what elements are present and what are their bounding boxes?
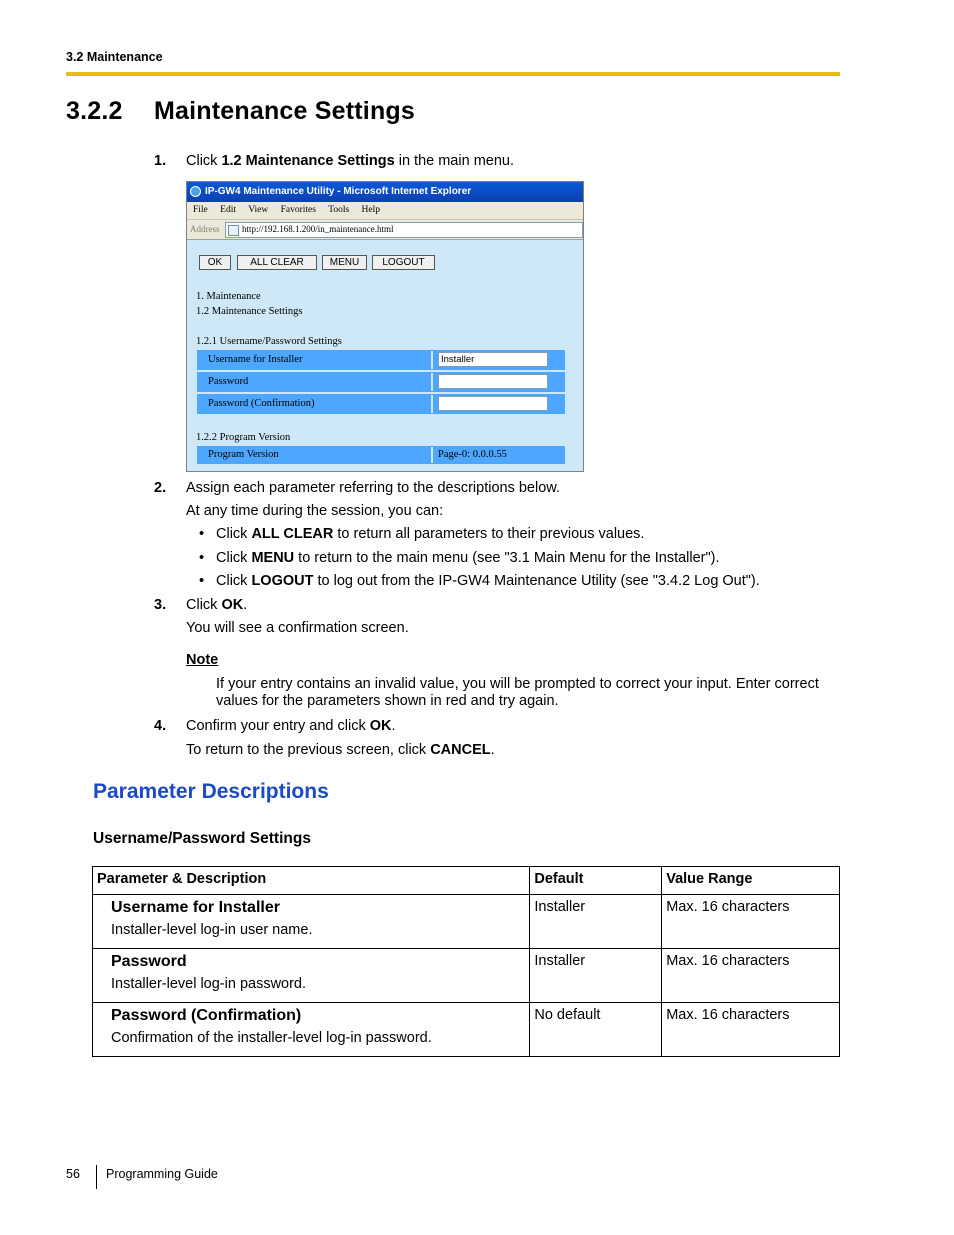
section-label: 3.2 Maintenance [66,50,163,64]
row-password [197,372,565,392]
bullet-2-bold: MENU [251,550,295,566]
param-name: Password (Confirmation) [111,1007,302,1024]
step-4-sub [186,742,495,759]
table-header-row [93,867,840,895]
browser-content [187,239,583,471]
address-label: Address [190,224,220,234]
ie-icon [190,186,201,197]
page-number: 56 [66,1167,80,1181]
page-icon [228,225,239,236]
menu-favorites[interactable]: Favorites [280,205,316,215]
step-1-pre: Click [186,153,222,169]
step-4-sub-bold: CANCEL [430,742,491,758]
param-range: Max. 16 characters [662,949,840,1003]
menu-button[interactable]: MENU [322,255,367,270]
step-1-post: in the main menu. [394,153,514,169]
note-text: If your entry contains an invalid value, you will be prompted to correct your input. Enter correct values for the parameters shown in red and try again. [216,676,819,709]
param-default: Installer [530,949,662,1003]
row-username [197,350,565,370]
step-3-text [186,597,247,614]
browser-title-bar [187,182,583,202]
footer-divider [96,1165,97,1189]
bullet-2-post: to return to the main menu (see "3.1 Main Menu for the Installer"). [294,550,720,566]
table-row [93,895,840,949]
step-1-number: 1. [154,153,167,169]
menu-view[interactable]: View [248,205,269,215]
menu-tools[interactable]: Tools [328,205,350,215]
address-bar [187,220,583,240]
bullet-dot: • [199,550,205,566]
bullet-all-clear [216,526,644,543]
note-label: Note [186,652,219,668]
header-rule [66,72,840,76]
param-cell [93,1003,530,1057]
bullet-2-pre: Click [216,550,252,566]
step-2-number: 2. [154,480,167,496]
step-3-number: 3. [154,597,167,613]
program-version-label: Program Version [198,447,433,463]
program-version-value: Page-0: 0.0.0.55 [438,449,507,460]
username-input[interactable] [438,352,548,367]
step-2-sub: At any time during the session, you can: [186,503,444,519]
section-program-version: 1.2.2 Program Version [196,432,291,443]
row-password-label: Password [198,373,433,391]
menu-edit[interactable]: Edit [220,205,236,215]
address-url: http://192.168.1.200/in_maintenance.html [242,224,394,234]
bullet-1-post: to return all parameters to their previous values. [333,526,645,542]
crumb-maintenance-settings: 1.2 Maintenance Settings [196,306,303,317]
bullet-3-bold: LOGOUT [251,573,314,589]
password-confirmation-input[interactable] [438,396,548,411]
param-cell [93,895,530,949]
table-row [93,949,840,1003]
param-desc: Confirmation of the installer-level log-in password. [111,1030,432,1046]
bullet-3-pre: Click [216,573,252,589]
parameter-descriptions-heading: Parameter Descriptions [93,780,329,803]
step-3-pre: Click [186,597,222,613]
table-row [93,1003,840,1057]
param-name: Password [111,953,187,970]
row-username-label: Username for Installer [198,351,433,369]
section-username-password: 1.2.1 Username/Password Settings [196,336,342,347]
column-header-parameter: Parameter & Description [93,867,530,895]
step-4-pre: Confirm your entry and click [186,718,370,734]
step-3-bold: OK [221,597,244,613]
footer-guide: Programming Guide [106,1167,218,1181]
step-4-text [186,718,396,735]
bullet-1-pre: Click [216,526,252,542]
row-password-confirmation [197,394,565,414]
column-header-range: Value Range [662,867,840,895]
heading-number: 3.2.2 [66,97,123,125]
param-cell [93,949,530,1003]
bullet-dot: • [199,526,205,542]
row-password-confirmation-label: Password (Confirmation) [198,395,433,413]
param-default: Installer [530,895,662,949]
step-4-post: . [391,718,396,734]
step-4-number: 4. [154,718,167,734]
step-4-sub-pre: To return to the previous screen, click [186,742,431,758]
step-1-bold: 1.2 Maintenance Settings [221,153,395,169]
step-2-text: Assign each parameter referring to the descriptions below. [186,480,560,496]
username-password-subheading: Username/Password Settings [93,830,311,847]
menu-help[interactable]: Help [361,205,381,215]
param-default: No default [530,1003,662,1057]
step-4-bold: OK [369,718,392,734]
column-header-default: Default [530,867,662,895]
bullet-dot: • [199,573,205,589]
bullet-logout [216,573,760,590]
param-desc: Installer-level log-in user name. [111,922,313,938]
heading-title: Maintenance Settings [154,97,415,125]
page-title [66,97,415,126]
browser-screenshot [186,181,584,472]
param-range: Max. 16 characters [662,1003,840,1057]
browser-menubar [187,202,583,220]
address-input[interactable] [225,222,583,238]
bullet-1-bold: ALL CLEAR [251,526,334,542]
browser-title: IP-GW4 Maintenance Utility - Microsoft Internet Explorer [205,186,472,197]
param-name: Username for Installer [111,899,280,916]
bullet-menu [216,550,720,567]
param-desc: Installer-level log-in password. [111,976,307,992]
step-3-sub: You will see a confirmation screen. [186,620,409,636]
menu-file[interactable]: File [193,205,208,215]
password-input[interactable] [438,374,548,389]
parameter-table [92,866,840,1057]
ok-button[interactable]: OK [199,255,231,270]
row-program-version [197,446,565,464]
step-3-post: . [243,597,248,613]
crumb-maintenance: 1. Maintenance [196,291,261,302]
logout-button[interactable]: LOGOUT [372,255,435,270]
step-1-text [186,153,514,170]
all-clear-button[interactable]: ALL CLEAR [237,255,317,270]
param-range: Max. 16 characters [662,895,840,949]
bullet-3-post: to log out from the IP-GW4 Maintenance Utility (see "3.4.2 Log Out"). [313,573,760,589]
step-4-sub-post: . [490,742,495,758]
